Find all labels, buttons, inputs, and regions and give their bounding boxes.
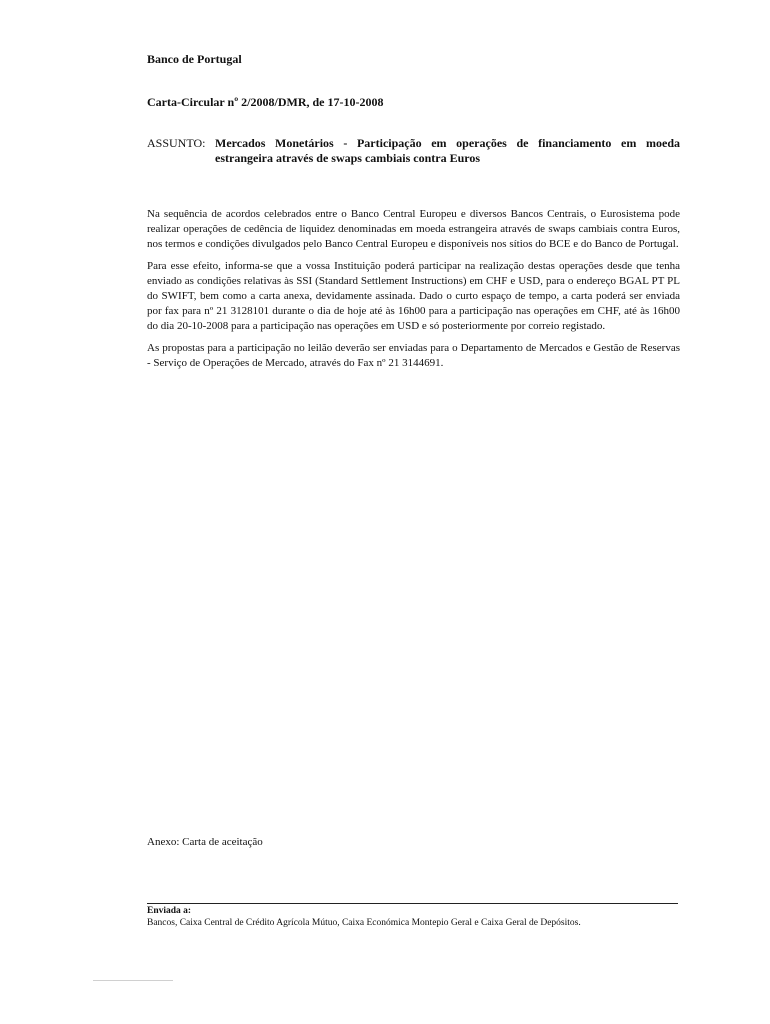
body-paragraph: Na sequência de acordos celebrados entre o Banco Central Europeu e diversos Bancos Centrais, o Eurosistema pode realizar operações de cedência de liquidez denominadas em moeda estrangeira através de swaps cambiais contra Euros, nos termos e condições divulgados pelo Banco Central Europeu e disponíveis nos sítios do BCE e do Banco de Portugal. xyxy=(147,208,680,250)
distribution-label: Enviada a: xyxy=(147,906,192,916)
body-paragraph: As propostas para a participação no leilão deverão ser enviadas para o Departamento de Mercados e Gestão de Reservas - Serviço de Operações de Mercado, através do Fax nº 21 3144691. xyxy=(147,342,680,369)
subject-label: ASSUNTO: xyxy=(147,136,206,150)
distribution-recipients: Bancos, Caixa Central de Crédito Agrícola Mútuo, Caixa Económica Montepio Geral e Caixa Geral de Depósitos. xyxy=(147,918,581,928)
subject-block xyxy=(147,136,680,166)
body-text xyxy=(147,207,680,378)
institution-name: Banco de Portugal xyxy=(147,52,242,66)
subject-text: Mercados Monetários - Participação em operações de financiamento em moeda estrangeira através de swaps cambiais contra Euros xyxy=(215,136,680,165)
body-paragraph: Para esse efeito, informa-se que a vossa Instituição poderá participar na realização destas operações desde que tenha enviado as condições relativas às SSI (Standard Settlement Instructions) em CHF e USD, para o endereço BGAL PT PL do SWIFT, bem como a carta anexa, devidamente assinada. Dado o curto espaço de tempo, a carta poderá ser enviada por fax para nº 21 3128101 durante o dia de hoje até às 16h00 para a participação nas operações em CHF, até às 16h00 do dia 20-10-2008 para a participação nas operações em USD e só posteriormente por correio registado. xyxy=(147,260,680,332)
footer-divider xyxy=(147,903,678,904)
annex-note: Anexo: Carta de aceitação xyxy=(147,836,263,848)
circular-reference: Carta-Circular nº 2/2008/DMR, de 17-10-2008 xyxy=(147,95,384,109)
page-footer-line xyxy=(93,980,173,981)
